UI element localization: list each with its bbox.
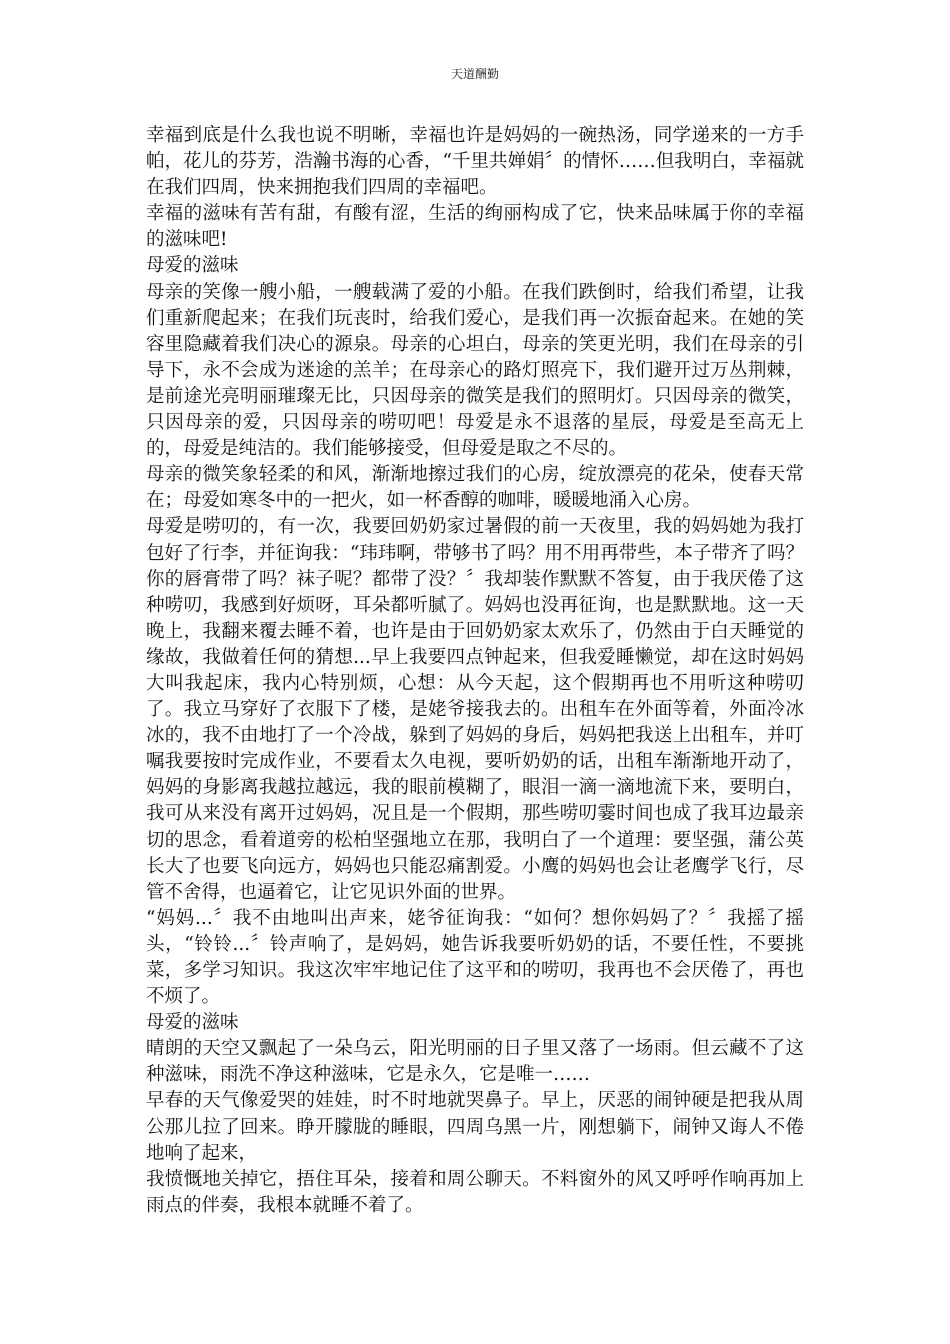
section-heading: 母爱的滋味 bbox=[146, 255, 239, 277]
page-header: 天道酬勤 bbox=[450, 67, 499, 81]
section-heading: 母爱的滋味 bbox=[146, 1012, 239, 1034]
document-body bbox=[146, 123, 804, 1219]
paragraph: 母爱是唠叨的，有一次，我要回奶奶家过暑假的前一天夜里，我的妈妈她为我打包好了行李，并征询我：“玮玮啊，带够书了吗？用不用再带些，本子带齐了吗？你的唇膏带了吗？袜子呢？都带了没？〞我却装作默默不答复，由于我厌倦了这种唠叨，我感到好烦呀，耳朵都听腻了。妈妈也没再征询，也是默默地。这一天晚上，我翻来覆去睡不着，也许是由于回奶奶家太欢乐了，仍然由于白天睡觉的缘故，我做着任何的猜想...早上我要四点钟起来，但我爱睡懒觉，却在这时妈妈大叫我起床，我内心特别烦，心想：从今天起，这个假期再也不用听这种唠叨了。我立马穿好了衣服下了楼，是姥爷接我去的。出租车在外面等着，外面冷冰冰的，我不由地打了一个冷战，躲到了妈妈的身后，妈妈把我送上出租车，并叮嘱我要按时完成作业，不要看太久电视，要听奶奶的话，出租车渐渐地开动了，妈妈的身影离我越拉越远，我的眼前模糊了，眼泪一滴一滴地流下来，要明白，我可从来没有离开过妈妈，况且是一个假期，那些唠叨霎时间也成了我耳边最亲切的思念，看着道旁的松柏坚强地立在那，我明白了一个道理：要坚强，蒲公英长大了也要飞向远方，妈妈也只能忍痛割爱。小鹰的妈妈也会让老鹰学飞行，尽管不舍得，也逼着它，让它见识外面的世界。 bbox=[146, 516, 804, 903]
paragraph: 晴朗的天空又飘起了一朵乌云，阳光明丽的日子里又落了一场雨。但云藏不了这种滋味，雨洗不净这种滋味，它是永久，它是唯一…… bbox=[146, 1038, 804, 1086]
paragraph: 我愤慨地关掉它，捂住耳朵，接着和周公聊天。不料窗外的风又呼呼作响再加上雨点的伴奏，我根本就睡不着了。 bbox=[146, 1168, 804, 1216]
paragraph: 早春的天气像爱哭的娃娃，时不时地就哭鼻子。早上，厌恶的闹钟硬是把我从周公那儿拉了回来。睁开朦胧的睡眼，四周乌黑一片，刚想躺下，闹钟又诲人不倦地响了起来， bbox=[146, 1090, 804, 1164]
paragraph: 母亲的笑像一艘小船，一艘载满了爱的小船。在我们跌倒时，给我们希望，让我们重新爬起来；在我们玩丧时，给我们爱心，是我们再一次振奋起来。在她的笑容里隐藏着我们决心的源泉。母亲的心坦白，母亲的笑更光明，我们在母亲的引导下，永不会成为迷途的羔羊；在母亲心的路灯照亮下，我们避开过万丛荆棘，是前途光亮明丽璀璨无比，只因母亲的微笑是我们的照明灯。只因母亲的微笑，只因母亲的爱，只因母亲的唠叨吧！母爱是永不退落的星辰，母爱是至高无上的，母爱是纯洁的。我们能够接受，但母爱是取之不尽的。 bbox=[146, 281, 804, 460]
paragraph: 母亲的微笑象轻柔的和风，渐渐地擦过我们的心房，绽放漂亮的花朵，使春天常在；母爱如寒冬中的一把火，如一杯香醇的咖啡，暖暖地涌入心房。 bbox=[146, 464, 804, 512]
paragraph: 幸福的滋味有苦有甜，有酸有涩，生活的绚丽构成了它，快来品味属于你的幸福的滋味吧! bbox=[146, 203, 804, 251]
paragraph: 幸福到底是什么我也说不明晰，幸福也许是妈妈的一碗热汤，同学递来的一方手帕，花儿的芬芳，浩瀚书海的心香，“千里共婵娟〞的情怀……但我明白，幸福就在我们四周，快来拥抱我们四周的幸福吧。 bbox=[146, 125, 804, 199]
paragraph: “妈妈...〞我不由地叫出声来，姥爷征询我：“如何？想你妈妈了？〞我摇了摇头，“铃铃...〞铃声响了，是妈妈，她告诉我要听奶奶的话，不要任性，不要挑菜，多学习知识。我这次牢牢地记住了这平和的唠叨，我再也不会厌倦了，再也不烦了。 bbox=[146, 907, 804, 1008]
